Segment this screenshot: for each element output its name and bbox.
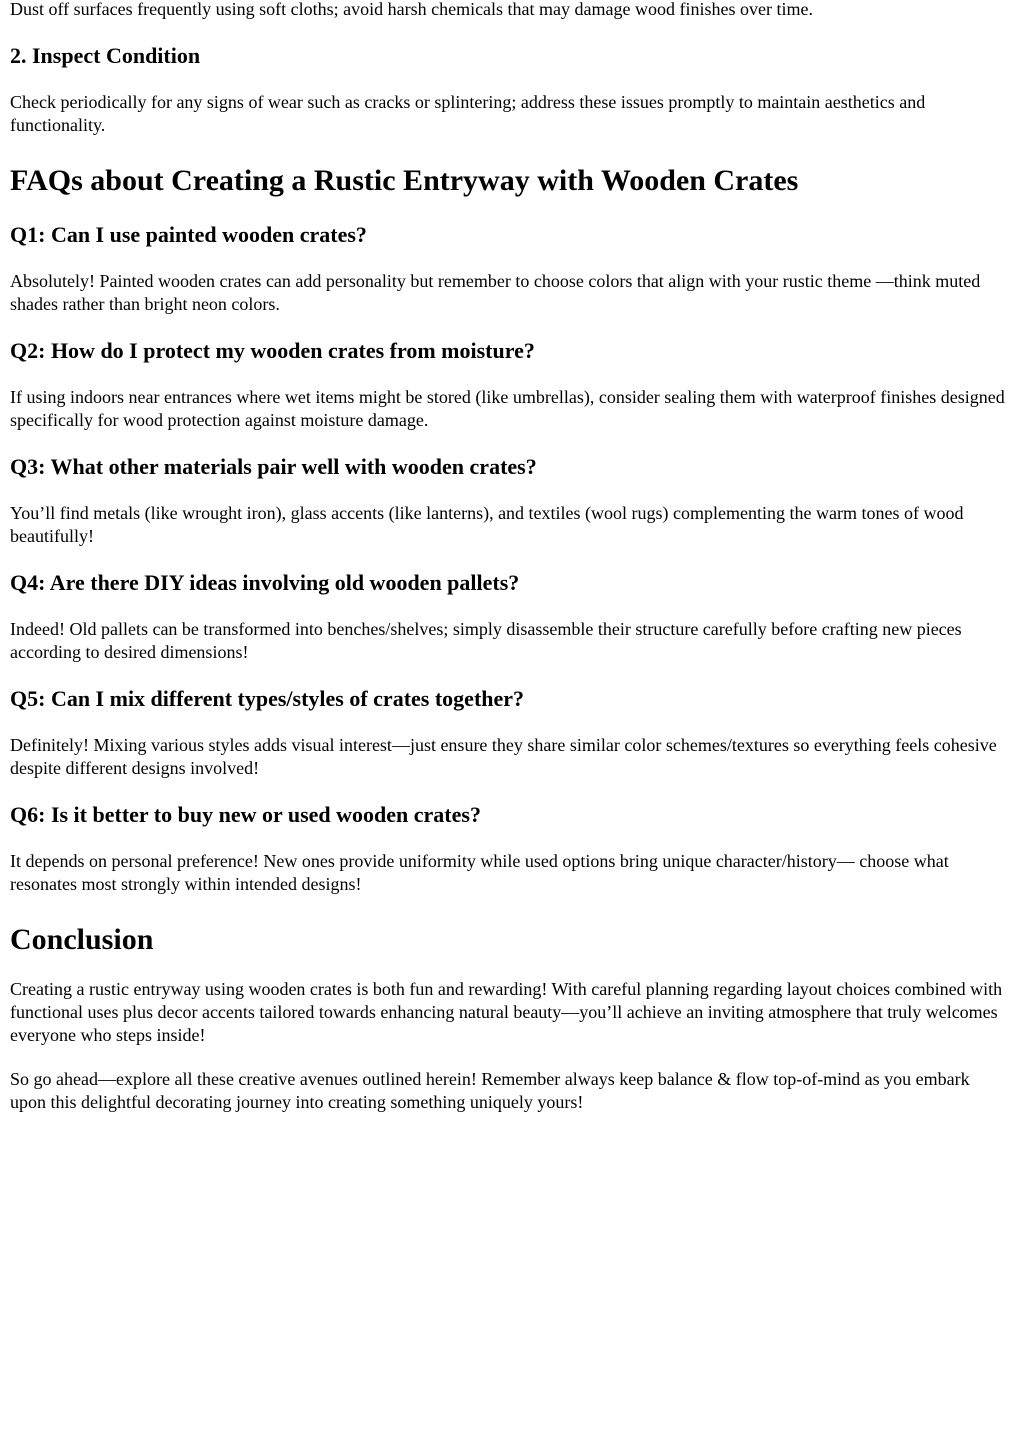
inspect-paragraph: Check periodically for any signs of wear such as cracks or splintering; address these issues promptly to maintain aesthetics and functionality. [10, 92, 926, 135]
faq-heading: FAQs about Creating a Rustic Entryway with Wooden Crates [10, 164, 799, 197]
article-content [10, 0, 1010, 1114]
faq-answer-4: Indeed! Old pallets can be transformed into benches/shelves; simply disassemble their structure carefully before crafting new pieces according to desired dimensions! [10, 619, 962, 662]
inspect-heading: 2. Inspect Condition [10, 43, 201, 68]
faq-question-3: Q3: What other materials pair well with wooden crates? [10, 454, 537, 479]
conclusion-heading: Conclusion [10, 923, 154, 956]
faq-question-4: Q4: Are there DIY ideas involving old wooden pallets? [10, 570, 520, 595]
faq-answer-3: You’ll find metals (like wrought iron), glass accents (like lanterns), and textiles (wool rugs) complementing the warm tones of wood beautifully! [10, 503, 964, 546]
faq-question-1: Q1: Can I use painted wooden crates? [10, 222, 367, 247]
faq-answer-5: Definitely! Mixing various styles adds visual interest—just ensure they share similar color schemes/textures so everything feels cohesive despite different designs involved! [10, 735, 997, 778]
faq-answer-1: Absolutely! Painted wooden crates can add personality but remember to choose colors that align with your rustic theme —think muted shades rather than bright neon colors. [10, 271, 981, 314]
faq-question-2: Q2: How do I protect my wooden crates from moisture? [10, 338, 535, 363]
faq-answer-6: It depends on personal preference! New ones provide uniformity while used options bring unique character/history— choose what resonates most strongly within intended designs! [10, 851, 949, 894]
conclusion-paragraph-1: Creating a rustic entryway using wooden crates is both fun and rewarding! With careful planning regarding layout choices combined with functional uses plus decor accents tailored towards enhancing natural beauty—you’ll achieve an inviting atmosphere that truly welcomes everyone who steps inside! [10, 979, 1003, 1045]
conclusion-paragraph-2: So go ahead—explore all these creative avenues outlined herein! Remember always keep balance & flow top-of-mind as you embark upon this delightful decorating journey into creating something uniquely yours! [10, 1069, 970, 1112]
faq-question-6: Q6: Is it better to buy new or used wooden crates? [10, 802, 481, 827]
faq-answer-2: If using indoors near entrances where wet items might be stored (like umbrellas), consider sealing them with waterproof finishes designed specifically for wood protection against moisture damage. [10, 387, 1005, 430]
dust-paragraph: Dust off surfaces frequently using soft cloths; avoid harsh chemicals that may damage wood finishes over time. [10, 0, 813, 19]
faq-question-5: Q5: Can I mix different types/styles of crates together? [10, 686, 525, 711]
